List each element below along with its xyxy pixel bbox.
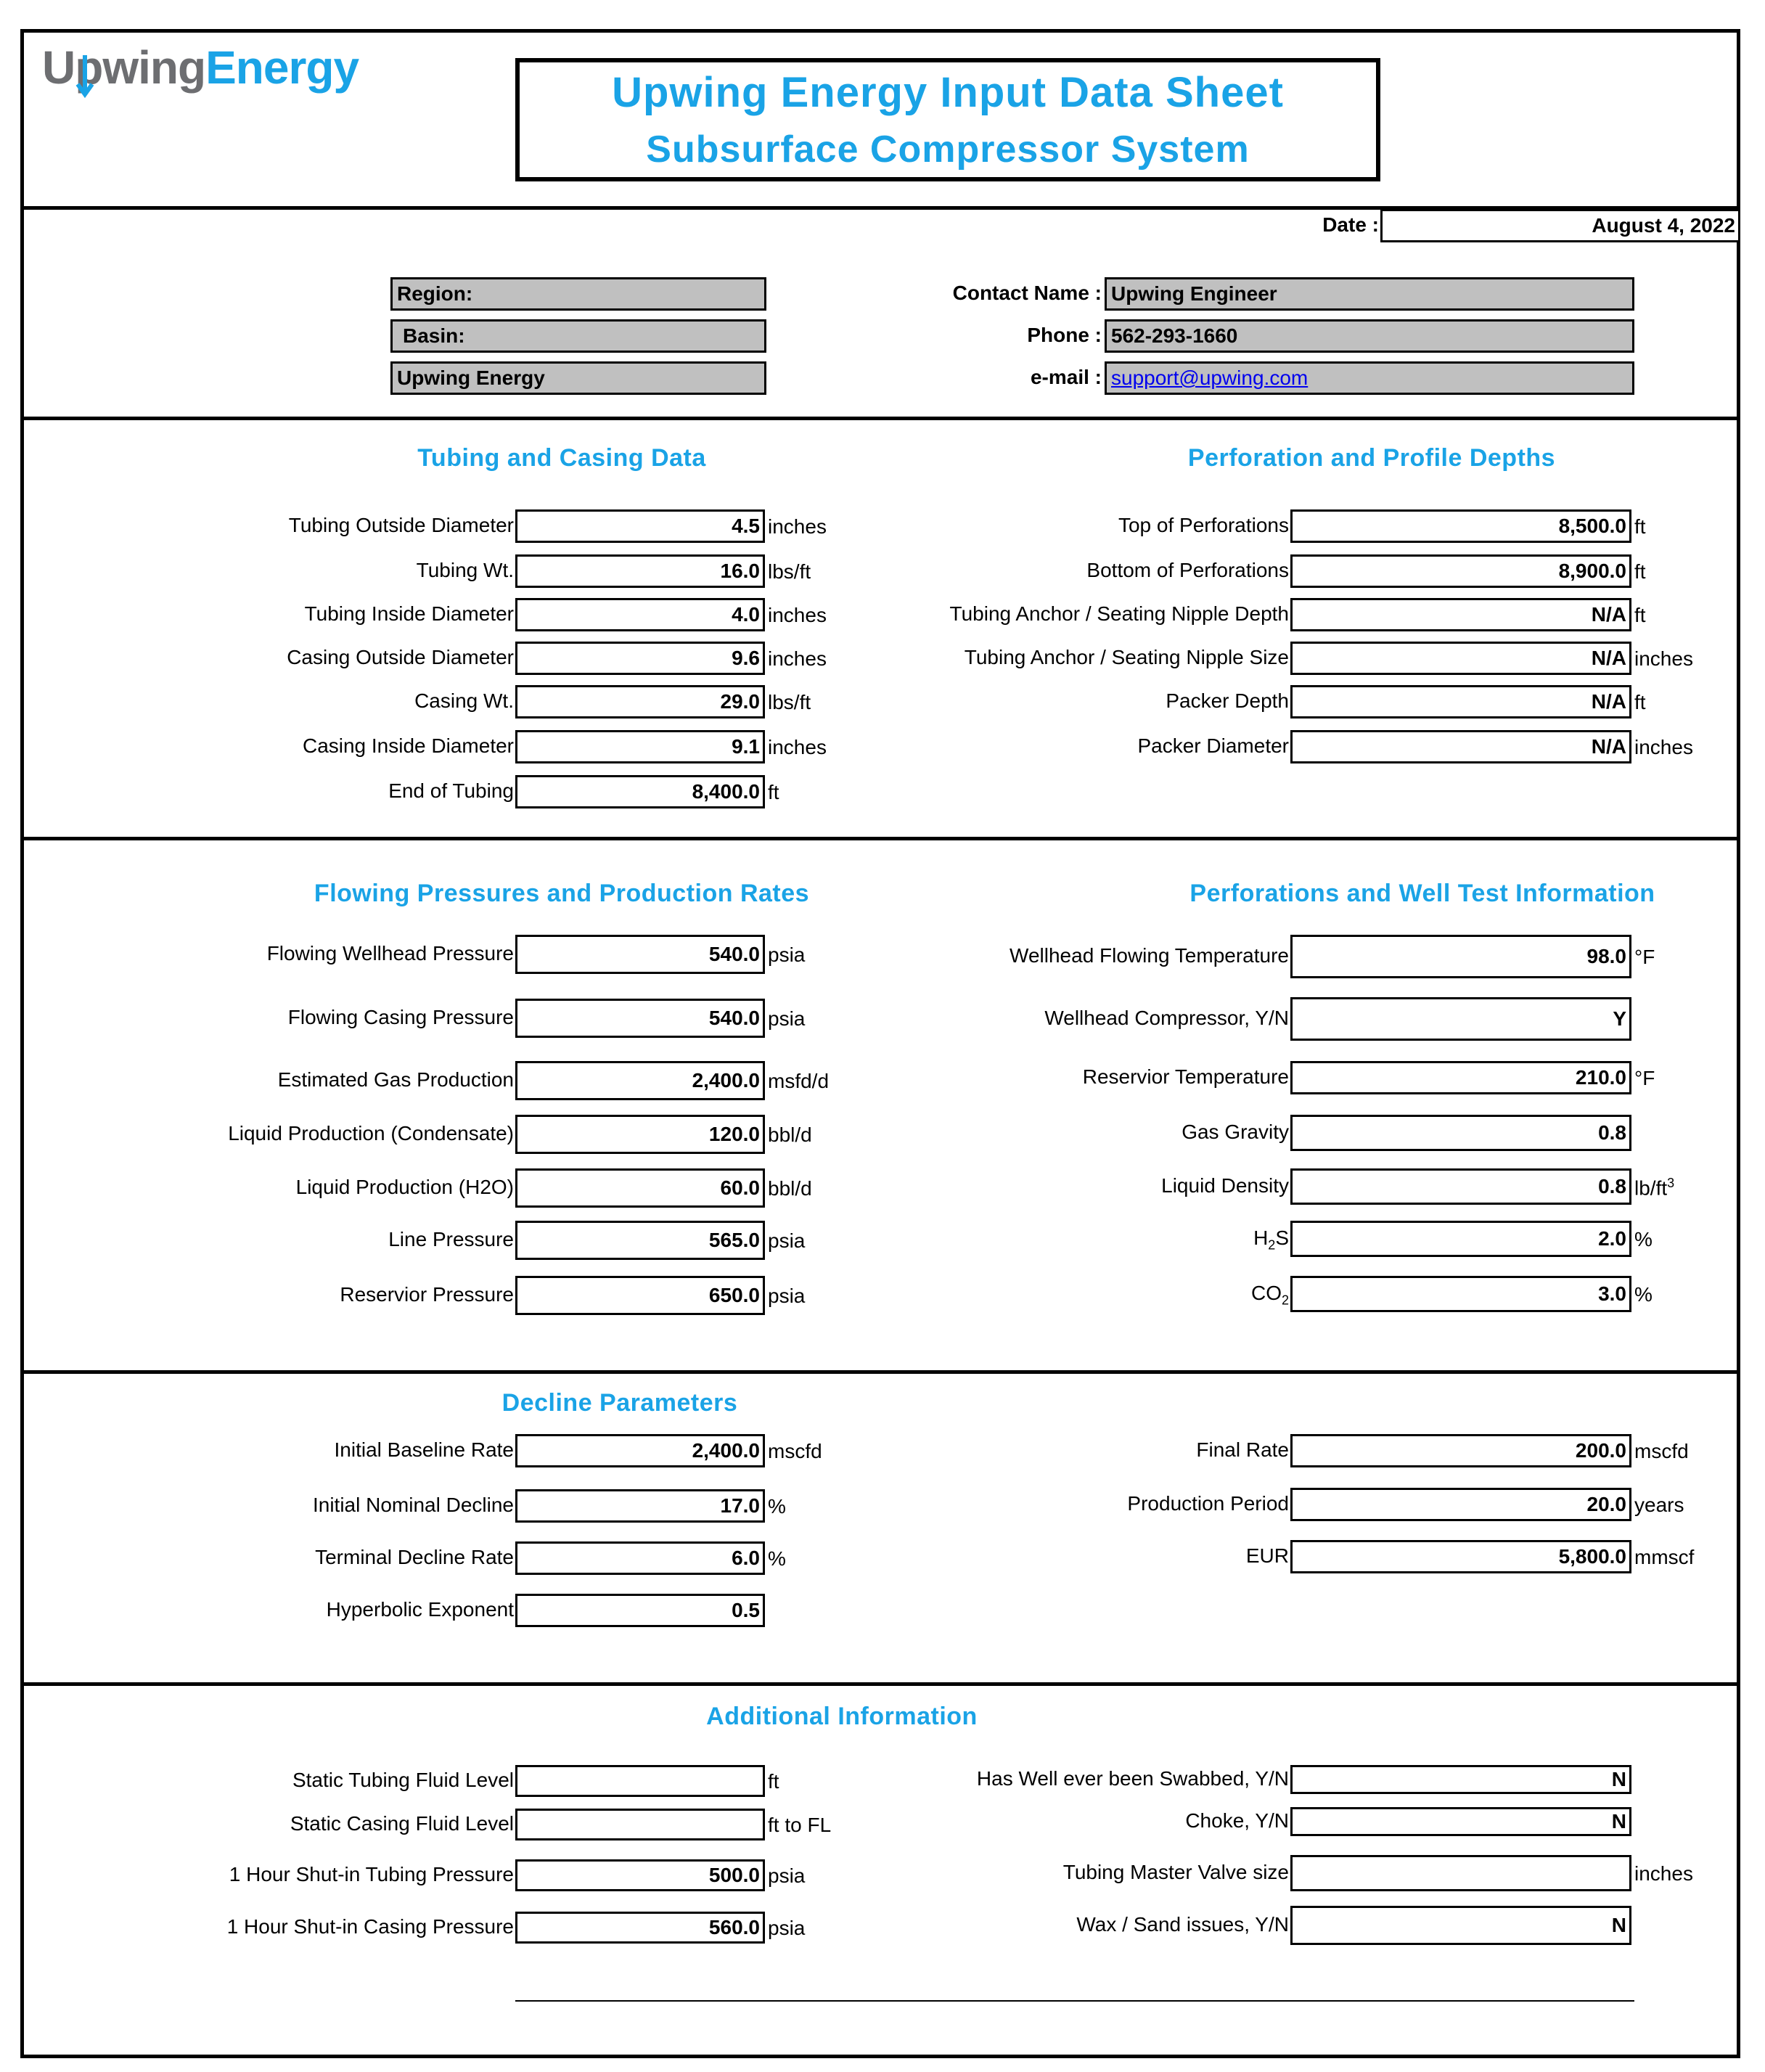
arrow-icon: [75, 51, 94, 99]
tubing-master-valve-size-label: Tubing Master Valve size: [1062, 1861, 1289, 1883]
tubing-inside-diameter-label: Tubing Inside Diameter: [304, 602, 514, 625]
gas-gravity-field[interactable]: 0.8: [1290, 1115, 1631, 1151]
static-tubing-fluid-level-label: Static Tubing Fluid Level: [292, 1769, 514, 1791]
section-title-flowing: Flowing Pressures and Production Rates: [314, 880, 810, 907]
choke-y-n-field[interactable]: N: [1290, 1807, 1631, 1836]
tubing-anchor-seating-nipple-size-field[interactable]: N/A: [1290, 642, 1631, 675]
tubing-inside-diameter-unit: inches: [768, 604, 827, 626]
wellhead-compressor-y-n-label: Wellhead Compressor, Y/N: [1044, 1007, 1289, 1029]
co-unit: %: [1634, 1283, 1653, 1306]
tubing-wt-unit: lbs/ft: [768, 560, 811, 583]
casing-outside-diameter-label: Casing Outside Diameter: [287, 646, 514, 668]
divider: [20, 417, 1740, 420]
casing-outside-diameter-unit: inches: [768, 647, 827, 670]
signature-line: [515, 2000, 1634, 2002]
initial-baseline-rate-field[interactable]: 2,400.0: [515, 1434, 765, 1467]
casing-wt-label: Casing Wt.: [414, 689, 514, 712]
flowing-wellhead-pressure-unit: psia: [768, 943, 806, 966]
tubing-wt-label: Tubing Wt.: [416, 559, 514, 581]
email-link[interactable]: support@upwing.com: [1111, 367, 1309, 389]
terminal-decline-rate-label: Terminal Decline Rate: [315, 1546, 514, 1568]
hs-label: $H_2S$: [1253, 1227, 1289, 1253]
1-hour-shut-in-tubing-pressure-label: 1 Hour Shut-in Tubing Pressure: [229, 1863, 514, 1885]
static-tubing-fluid-level-unit: ft: [768, 1770, 779, 1793]
hyperbolic-exponent-field[interactable]: 0.5: [515, 1594, 765, 1627]
reservior-pressure-label: Reservior Pressure: [340, 1283, 514, 1306]
has-well-ever-been-swabbed-y-n-label: Has Well ever been Swabbed, Y/N: [976, 1767, 1289, 1790]
hyperbolic-exponent-label: Hyperbolic Exponent: [326, 1598, 514, 1621]
eur-label: EUR: [1245, 1544, 1289, 1567]
static-tubing-fluid-level-field[interactable]: [515, 1765, 765, 1797]
section-title-perforation-depths: Perforation and Profile Depths: [1187, 444, 1556, 472]
initial-nominal-decline-field[interactable]: 17.0: [515, 1489, 765, 1523]
line-pressure-label: Line Pressure: [388, 1228, 514, 1250]
casing-inside-diameter-label: Casing Inside Diameter: [302, 734, 514, 757]
company-field[interactable]: Upwing Energy: [390, 361, 766, 395]
eur-unit: mmscf: [1634, 1546, 1695, 1568]
flowing-casing-pressure-label: Flowing Casing Pressure: [287, 1006, 514, 1028]
wellhead-flowing-temperature-label: Wellhead Flowing Temperature: [1010, 944, 1289, 967]
casing-wt-unit: lbs/ft: [768, 691, 811, 713]
line-pressure-field[interactable]: 565.0: [515, 1221, 765, 1260]
liquid-production-condensate-field[interactable]: 120.0: [515, 1115, 765, 1154]
casing-outside-diameter-field[interactable]: 9.6: [515, 642, 765, 675]
wax-sand-issues-y-n-label: Wax / Sand issues, Y/N: [1076, 1913, 1289, 1936]
end-of-tubing-field[interactable]: 8,400.0: [515, 775, 765, 808]
hs-field[interactable]: 2.0: [1290, 1221, 1631, 1257]
estimated-gas-production-label: Estimated Gas Production: [277, 1068, 514, 1091]
packer-depth-field[interactable]: N/A: [1290, 685, 1631, 718]
packer-diameter-field[interactable]: N/A: [1290, 730, 1631, 763]
flowing-wellhead-pressure-field[interactable]: 540.0: [515, 935, 765, 974]
tubing-master-valve-size-field[interactable]: [1290, 1855, 1631, 1891]
phone-field[interactable]: 562-293-1660: [1105, 319, 1634, 353]
reservior-temperature-unit: °F: [1634, 1067, 1655, 1089]
choke-y-n-label: Choke, Y/N: [1185, 1809, 1289, 1832]
section-title-additional: Additional Information: [706, 1703, 978, 1730]
estimated-gas-production-field[interactable]: 2,400.0: [515, 1061, 765, 1100]
reservior-pressure-unit: psia: [768, 1285, 806, 1307]
packer-diameter-label: Packer Diameter: [1137, 734, 1289, 757]
section-title-decline: Decline Parameters: [501, 1389, 738, 1417]
terminal-decline-rate-unit: %: [768, 1547, 786, 1570]
phone-label: Phone :: [1027, 324, 1102, 346]
bottom-of-perforations-unit: ft: [1634, 560, 1646, 583]
liquid-production-condensate-unit: bbl/d: [768, 1123, 812, 1146]
company-logo: UpwingEnergy: [42, 41, 359, 94]
production-period-label: Production Period: [1127, 1492, 1289, 1515]
email-field[interactable]: [1105, 361, 1634, 395]
reservior-temperature-field[interactable]: 210.0: [1290, 1061, 1631, 1094]
liquid-production-h2o-unit: bbl/d: [768, 1177, 812, 1200]
wellhead-flowing-temperature-field[interactable]: 98.0: [1290, 935, 1631, 978]
hs-unit: %: [1634, 1228, 1653, 1250]
1-hour-shut-in-casing-pressure-field[interactable]: 560.0: [515, 1912, 765, 1944]
final-rate-field[interactable]: 200.0: [1290, 1434, 1631, 1467]
liquid-production-condensate-label: Liquid Production (Condensate): [228, 1122, 514, 1144]
1-hour-shut-in-tubing-pressure-field[interactable]: 500.0: [515, 1859, 765, 1891]
1-hour-shut-in-casing-pressure-label: 1 Hour Shut-in Casing Pressure: [226, 1915, 514, 1938]
static-casing-fluid-level-unit: ft to FL: [768, 1814, 832, 1836]
estimated-gas-production-unit: msfd/d: [768, 1070, 830, 1092]
title-box: [515, 58, 1380, 181]
liquid-production-h2o-field[interactable]: 60.0: [515, 1168, 765, 1208]
initial-nominal-decline-unit: %: [768, 1495, 786, 1518]
reservior-temperature-label: Reservior Temperature: [1082, 1065, 1289, 1088]
top-of-perforations-field[interactable]: 8,500.0: [1290, 509, 1631, 543]
divider: [20, 837, 1740, 840]
page-title: Upwing Energy Input Data Sheet: [612, 69, 1284, 116]
casing-wt-field[interactable]: 29.0: [515, 685, 765, 718]
date-field[interactable]: August 4, 2022: [1380, 209, 1740, 242]
line-pressure-unit: psia: [768, 1229, 806, 1252]
tubing-anchor-seating-nipple-size-label: Tubing Anchor / Seating Nipple Size: [964, 646, 1289, 668]
production-period-field[interactable]: 20.0: [1290, 1488, 1631, 1521]
packer-depth-unit: ft: [1634, 691, 1646, 713]
static-casing-fluid-level-field[interactable]: [515, 1809, 765, 1840]
page-subtitle: Subsurface Compressor System: [646, 128, 1250, 171]
section-title-tubing-casing: Tubing and Casing Data: [417, 444, 706, 472]
flowing-casing-pressure-unit: psia: [768, 1007, 806, 1030]
tubing-anchor-seating-nipple-size-unit: inches: [1634, 647, 1693, 670]
tubing-outside-diameter-unit: inches: [768, 515, 827, 538]
wellhead-compressor-y-n-field[interactable]: Y: [1290, 997, 1631, 1041]
tubing-anchor-seating-nipple-depth-field[interactable]: N/A: [1290, 598, 1631, 631]
co-label: $CO_2$: [1250, 1282, 1289, 1308]
tubing-outside-diameter-label: Tubing Outside Diameter: [288, 514, 514, 536]
liquid-density-field[interactable]: 0.8: [1290, 1168, 1631, 1205]
end-of-tubing-unit: ft: [768, 781, 779, 803]
bottom-of-perforations-field[interactable]: 8,900.0: [1290, 554, 1631, 588]
tubing-inside-diameter-field[interactable]: 4.0: [515, 598, 765, 631]
casing-inside-diameter-unit: inches: [768, 736, 827, 758]
casing-inside-diameter-field[interactable]: 9.1: [515, 730, 765, 763]
1-hour-shut-in-tubing-pressure-unit: psia: [768, 1864, 806, 1887]
gas-gravity-label: Gas Gravity: [1182, 1121, 1289, 1143]
region-field[interactable]: Region:: [390, 277, 766, 311]
flowing-wellhead-pressure-label: Flowing Wellhead Pressure: [266, 942, 514, 965]
tubing-anchor-seating-nipple-depth-label: Tubing Anchor / Seating Nipple Depth: [949, 602, 1289, 625]
packer-diameter-unit: inches: [1634, 736, 1693, 758]
terminal-decline-rate-field[interactable]: 6.0: [515, 1541, 765, 1575]
section-title-well-test: Perforations and Well Test Information: [1189, 880, 1655, 907]
email-label: e-mail :: [1030, 366, 1102, 388]
eur-field[interactable]: 5,800.0: [1290, 1540, 1631, 1573]
co-field[interactable]: 3.0: [1290, 1276, 1631, 1312]
end-of-tubing-label: End of Tubing: [388, 779, 514, 802]
1-hour-shut-in-casing-pressure-unit: psia: [768, 1917, 806, 1939]
top-of-perforations-unit: ft: [1634, 515, 1646, 538]
liquid-density-unit: $lb/ft^3$: [1634, 1176, 1675, 1200]
initial-baseline-rate-unit: mscfd: [768, 1440, 822, 1462]
tubing-master-valve-size-unit: inches: [1634, 1862, 1693, 1885]
divider: [20, 1682, 1740, 1686]
has-well-ever-been-swabbed-y-n-field[interactable]: N: [1290, 1765, 1631, 1794]
tubing-wt-field[interactable]: 16.0: [515, 554, 765, 588]
final-rate-label: Final Rate: [1196, 1438, 1289, 1461]
wellhead-flowing-temperature-unit: °F: [1634, 946, 1655, 968]
top-of-perforations-label: Top of Perforations: [1118, 514, 1289, 536]
contact-name-label: Contact Name :: [952, 282, 1102, 304]
final-rate-unit: mscfd: [1634, 1440, 1689, 1462]
date-label: Date :: [1322, 213, 1379, 236]
tubing-anchor-seating-nipple-depth-unit: ft: [1634, 604, 1646, 626]
reservior-pressure-field[interactable]: 650.0: [515, 1276, 765, 1315]
wax-sand-issues-y-n-field[interactable]: N: [1290, 1906, 1631, 1945]
basin-field[interactable]: Basin:: [390, 319, 766, 353]
liquid-density-label: Liquid Density: [1161, 1174, 1289, 1197]
liquid-production-h2o-label: Liquid Production (H2O): [295, 1176, 514, 1198]
bottom-of-perforations-label: Bottom of Perforations: [1086, 559, 1289, 581]
tubing-outside-diameter-field[interactable]: 4.5: [515, 509, 765, 543]
contact-name-field[interactable]: Upwing Engineer: [1105, 277, 1634, 311]
initial-baseline-rate-label: Initial Baseline Rate: [334, 1438, 514, 1461]
divider: [20, 1370, 1740, 1374]
initial-nominal-decline-label: Initial Nominal Decline: [312, 1494, 514, 1516]
production-period-unit: years: [1634, 1494, 1684, 1516]
static-casing-fluid-level-label: Static Casing Fluid Level: [290, 1812, 514, 1835]
packer-depth-label: Packer Depth: [1166, 689, 1289, 712]
flowing-casing-pressure-field[interactable]: 540.0: [515, 999, 765, 1038]
